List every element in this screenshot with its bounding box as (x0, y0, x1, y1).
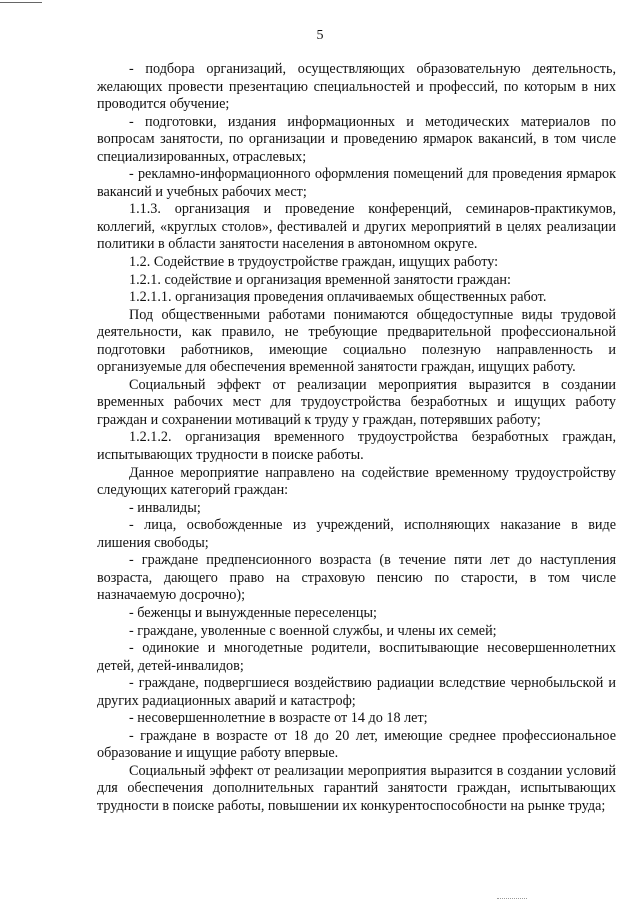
list-item: - граждане предпенсионного возраста (в течение пяти лет до наступления возраста, дающего право на страховую пенсию по старости, в том числе назначаемую досрочно); (97, 552, 616, 604)
list-item: - одинокие и многодетные родители, воспитывающие несовершеннолетних детей, детей-инвалидов; (97, 640, 616, 674)
paragraph: Данное мероприятие направлено на содействие временному трудоустройству следующих категорий граждан: (97, 464, 616, 499)
page-number: 5 (316, 28, 324, 43)
list-item: - граждане, уволенные с военной службы, и члены их семей; (129, 622, 497, 639)
paragraph: 1.2.1.2. организация временного трудоустройства безработных граждан, испытывающих трудности в поиске работы. (97, 429, 616, 464)
paragraph: Социальный эффект от реализации мероприятия выразится в создании временных рабочих мест для трудоустройства безработных и ищущих работу граждан и сохранении мотиваций к труду у граждан, потерявших работу; (97, 376, 616, 428)
list-item: - беженцы и вынужденные переселенцы; (129, 604, 377, 621)
document-body (97, 61, 616, 816)
paragraph: - подбора организаций, осуществляющих образовательную деятельность, желающих провести презентацию специальностей и профессий, по которым в них проводится обучение; (97, 61, 616, 113)
scan-corner-mark (0, 2, 42, 3)
paragraph: 1.2.1.1. организация проведения оплачиваемых общественных работ. (129, 289, 547, 306)
paragraph: - подготовки, издания информационных и методических материалов по вопросам занятости, по организации и проведению ярмарок вакансий, в том числе специализированных, отраслевых; (97, 113, 616, 165)
paragraph: 1.2. Содействие в трудоустройстве граждан, ищущих работу: (129, 254, 499, 271)
list-item: - инвалиды; (129, 499, 201, 516)
list-item: - несовершеннолетние в возрасте от 14 до 18 лет; (129, 710, 428, 727)
paragraph: Социальный эффект от реализации мероприятия выразится в создании условий для обеспечения дополнительных гарантий занятости граждан, испытывающих трудности в поиске работы, повышении их конкурентоспособности на рынке труда; (97, 762, 616, 814)
scan-artifact (497, 898, 527, 899)
list-item: - лица, освобожденные из учреждений, исполняющих наказание в виде лишения свободы; (97, 517, 616, 551)
list-item: - граждане в возрасте от 18 до 20 лет, имеющие среднее профессиональное образование и ищущие работу впервые. (97, 727, 616, 762)
paragraph: - рекламно-информационного оформления помещений для проведения ярмарок вакансий и учебных рабочих мест; (97, 166, 616, 200)
paragraph: 1.2.1. содействие и организация временной занятости граждан: (129, 271, 511, 288)
paragraph: Под общественными работами понимаются общедоступные виды трудовой деятельности, как правило, не требующие предварительной профессиональной подготовки работников, имеющие социально полезную направленность и организуемые для обеспечения временной занятости граждан, ищущих работу. (97, 306, 616, 376)
paragraph: 1.1.3. организация и проведение конференций, семинаров-практикумов, коллегий, «круглых столов», фестивалей и других мероприятий в целях реализации политики в области занятости населения в автономном округе. (97, 201, 616, 253)
list-item: - граждане, подвергшиеся воздействию радиации вследствие чернобыльской и других радиационных аварий и катастроф; (97, 675, 616, 709)
